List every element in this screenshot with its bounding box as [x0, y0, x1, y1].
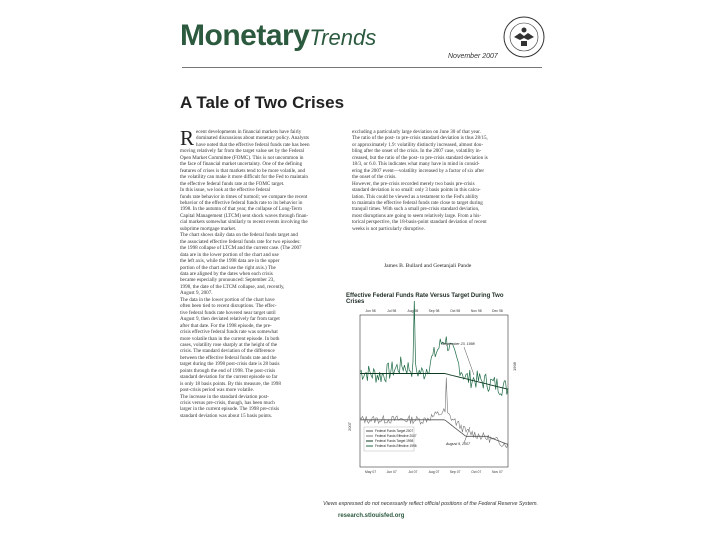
top-axis-tick-label: Nov 98 — [470, 309, 482, 313]
dropcap: R — [180, 126, 195, 150]
annotation-aug-2007: August 9, 2007 — [446, 442, 471, 446]
article-line: The data in the lower portion of the chart have — [180, 296, 275, 303]
right-axis-label: 1998 — [512, 362, 517, 371]
top-axis-tick-label: Jul 98 — [387, 309, 397, 313]
article-line: crisis versus pre-crisis, though, has been much — [180, 400, 275, 407]
chart-title: Effective Federal Funds Rate Versus Target During Two Crises — [346, 293, 504, 305]
article-line: target during the 1998 post-crisis date is 28 basis — [180, 361, 280, 368]
bottom-axis-tick-label: May 07 — [365, 470, 377, 474]
top-axis-tick-label: Jun 98 — [365, 309, 376, 313]
article-line: the onset of the crisis. — [352, 174, 397, 181]
top-axis-tick-label: Sep 98 — [428, 309, 440, 313]
article-line: The increase in the standard deviation post- — [180, 393, 269, 400]
article-line: subprime mortgage market. — [180, 225, 237, 232]
article-line: portion of the chart and use the right axis.) The — [180, 264, 276, 271]
annotation-sep-1998: September 23, 1998 — [442, 342, 475, 346]
article-line: data are aligned by the dates when each crisis — [180, 270, 273, 277]
article-line: lation. This could be viewed as a testament to the Fed's ability — [352, 193, 479, 200]
article-line: crisis effective federal funds rate was somewhat — [180, 329, 278, 336]
article-line: creased, but the ratio of the post- to pre-crisis standard deviation is — [352, 154, 488, 161]
article-line: features of crises is that markets tend to be more volatile, and — [180, 167, 306, 174]
article-line: have noted that the effective federal funds rate has been — [196, 141, 310, 148]
article-line: the 1998 collapse of LTCM and the current case. (The 2007 — [180, 245, 302, 252]
top-axis-tick-label: Dec 98 — [492, 309, 503, 313]
article-line: August 9, 2007. — [180, 290, 213, 297]
left-axis-label: 2007 — [347, 422, 352, 431]
article-line: became especially pronounced: September 23, — [180, 277, 275, 284]
bottom-axis-tick-label: Oct 07 — [471, 470, 482, 474]
article-line: weeks is not particularly disruptive. — [352, 225, 425, 232]
legend-label: Federal Funds Target 2007 — [375, 429, 414, 434]
article-line: 18/3, or 6.0. This indicates what many have in mind in consid- — [352, 161, 480, 168]
article-line: Capital Management (LTCM) sent shock waves through finan- — [180, 212, 309, 219]
legend-label: Federal Funds Effective 1998 — [375, 444, 417, 449]
article-line: The ratio of the post- to pre-crisis standard deviation is thus 28/15, — [352, 135, 488, 142]
article-title: A Tale of Two Crises — [180, 93, 345, 112]
article-line: ecent developments in financial markets have fairly — [196, 129, 302, 135]
bottom-axis-tick-label: Nov 07 — [492, 470, 503, 474]
masthead-title-monetary: Monetary — [180, 19, 310, 52]
annotation-arrow-1998 — [464, 347, 474, 375]
article-line: is only 18 basis points. By this measure, the 1998 — [180, 380, 281, 387]
article-line: data are in the lower portion of the chart and use — [180, 251, 279, 258]
footer-url[interactable]: research.stlouisfed.org — [338, 513, 405, 519]
article-line: post-crisis period was more volatile. — [180, 387, 254, 394]
article-line: the effective federal funds rate at the FOMC target. — [180, 180, 285, 187]
article-line: tive federal funds rate hovered near target until — [180, 309, 276, 316]
issue-date: November 2007 — [448, 53, 498, 60]
article-line: 1998, the date of the LTCM collapse, and, recently, — [180, 283, 285, 290]
federal-reserve-seal-icon — [502, 15, 546, 59]
article-line: the left axis, while the 1998 data are in the upper — [180, 258, 280, 265]
article-line: funds rate behavior in times of turmoil; we compare the recent — [180, 193, 308, 200]
article-line: excluding a particularly large deviation on June 30 of that year. — [352, 129, 481, 135]
bottom-axis-tick-label: Aug 07 — [428, 470, 440, 474]
article-line: However, the pre-crisis recorded merely two basis pre-crisis — [352, 180, 475, 187]
article-line: In this issue, we look at the effective federal — [180, 187, 271, 194]
article-line: The chart shows daily data on the federal funds target and — [180, 232, 298, 239]
article-line: ering the 2007 event—volatility increased by a factor of six after — [352, 167, 485, 174]
article-line: dominated discussions about monetary policy. Analysts — [196, 135, 309, 142]
article-line: crisis. The standard deviation of the difference — [180, 348, 275, 355]
article-line: points through the end of 1998. The post-crisis — [180, 367, 276, 374]
article-line: often been tied to recent disruptions. The effec- — [180, 303, 277, 310]
article-line: or approximately 1.9: volatility distinctly increased, almost dou- — [352, 141, 484, 148]
article-line: the face of financial market uncertainty. One of the defining — [180, 161, 303, 168]
bottom-axis-tick-label: Sep 07 — [449, 470, 461, 474]
masthead-title-trends: Trends — [309, 25, 377, 50]
bottom-axis-tick-label: Jul 07 — [408, 470, 418, 474]
article-column-1 — [180, 126, 340, 419]
article-line: cial markets somewhat similarly to recent events involving the — [180, 219, 308, 226]
article-line: moving relatively far from the target value set by the Federal — [180, 148, 305, 155]
legend-label: Federal Funds Effective 2007 — [375, 434, 417, 439]
article-line: behavior of the effective federal funds rate to its behavior in — [180, 199, 303, 206]
footer-disclaimer: Views expressed do not necessarily reflect official positions of the Federal Reserve System. — [323, 501, 538, 507]
header-rule — [182, 67, 542, 68]
masthead — [180, 19, 480, 59]
article-line: tranquil times. With such a small pre-crisis standard deviation, — [352, 206, 480, 213]
top-axis-tick-label: Oct 98 — [450, 309, 461, 313]
byline: James B. Bullard and Geetanjali Pande — [384, 263, 472, 269]
article-line: between the effective federal funds rate and the — [180, 354, 277, 361]
article-line: standard deviation was about 15 basis points. — [180, 412, 273, 419]
top-axis-tick-label: Aug 98 — [407, 309, 419, 313]
article-line: torical perspective, the 18-basis-point standard deviation of recent — [352, 219, 487, 226]
article-line: the volatility can make it more difficult for the Fed to maintain — [180, 174, 308, 181]
article-line: 1998. In the autumn of that year, the collapse of Long-Term — [180, 206, 302, 213]
article-line: after that date. For the 1998 episode, the pre- — [180, 322, 272, 329]
chart-plot — [346, 301, 522, 491]
legend-label: Federal Funds Target 1998 — [375, 439, 414, 444]
newsletter-page — [168, 5, 556, 535]
article-line: Open Market Committee (FOMC). This is not uncommon in — [180, 154, 304, 161]
article-line: cases, volatility rose sharply at the height of the — [180, 341, 278, 348]
article-line: standard deviation for the current episode so far — [180, 374, 278, 381]
article-line: August 9, then deviated relatively far from target — [180, 316, 280, 323]
article-line: standard deviation is so small: only 3 basis points in this calcu- — [352, 187, 481, 194]
article-line: most disruptions are going to seem relatively large. From a his- — [352, 212, 482, 219]
article-column-2 — [352, 129, 538, 232]
article-line: more volatile than in the current episode. In both — [180, 335, 280, 342]
article-line: bling after the onset of the crisis. In the 2007 case, volatility in- — [352, 148, 482, 155]
article-line: larger in the current episode. The 1998 pre-crisis — [180, 406, 280, 413]
article-line: to maintain the effective federal funds rate close to target during — [352, 199, 483, 206]
article-line: the associated effective federal funds rate for two episodes: — [180, 238, 301, 245]
chart — [346, 293, 522, 493]
bottom-axis-tick-label: Jun 07 — [386, 470, 397, 474]
